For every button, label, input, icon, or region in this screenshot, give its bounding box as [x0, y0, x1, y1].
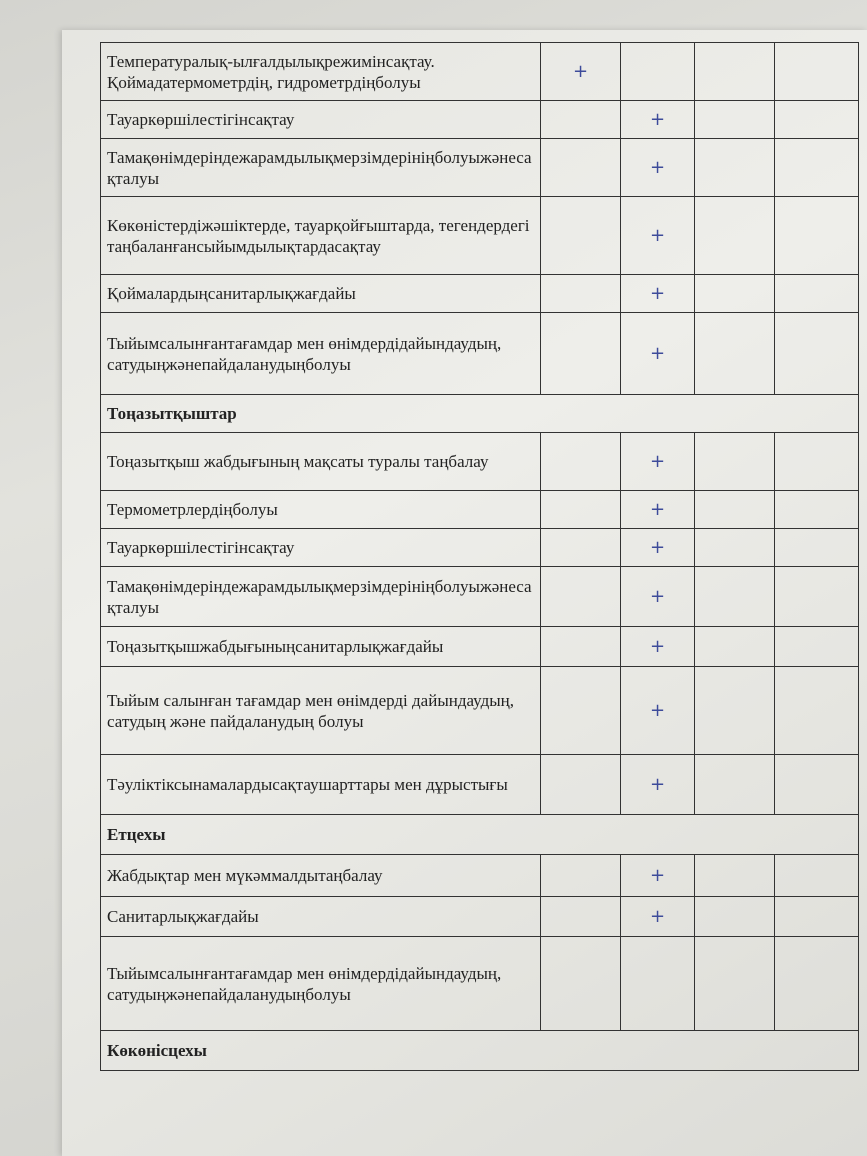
criterion-text: Тыйымсалынғантағамдар мен өнімдердідайындаудың, сатудыңжәнепайдаланудыңболуы — [101, 937, 541, 1031]
empty-cell — [775, 667, 859, 755]
mark-col-2: + — [621, 567, 695, 627]
empty-cell — [775, 275, 859, 313]
table-row — [101, 313, 859, 395]
criterion-text: Қоймалардыңсанитарлықжағдайы — [101, 275, 541, 313]
empty-cell — [775, 897, 859, 937]
criterion-text: Тыйым салынған тағамдар мен өнімдерді дайындаудың, сатудың және пайдаланудың болуы — [101, 667, 541, 755]
empty-cell — [695, 101, 775, 139]
empty-cell — [695, 275, 775, 313]
empty-cell — [695, 433, 775, 491]
mark-col-1: + — [541, 43, 621, 101]
mark-col-1 — [541, 529, 621, 567]
empty-cell — [695, 529, 775, 567]
empty-cell — [775, 627, 859, 667]
mark-col-2: + — [621, 275, 695, 313]
empty-cell — [775, 491, 859, 529]
empty-cell — [695, 937, 775, 1031]
table-row — [101, 491, 859, 529]
empty-cell — [775, 433, 859, 491]
mark-col-2 — [621, 937, 695, 1031]
table-row — [101, 101, 859, 139]
empty-cell — [695, 491, 775, 529]
mark-col-1 — [541, 433, 621, 491]
criterion-text: Көкөністердіжәшіктерде, тауарқойғыштарда, тегендердегітаңбаланғансыйымдылықтардасақтау — [101, 197, 541, 275]
empty-cell — [695, 855, 775, 897]
section-header-row — [101, 815, 859, 855]
mark-col-1 — [541, 855, 621, 897]
mark-col-1 — [541, 275, 621, 313]
mark-col-2: + — [621, 433, 695, 491]
empty-cell — [695, 197, 775, 275]
mark-col-2: + — [621, 667, 695, 755]
inspection-checklist-table — [100, 42, 859, 1071]
mark-col-2 — [621, 43, 695, 101]
mark-col-2: + — [621, 529, 695, 567]
mark-col-1 — [541, 491, 621, 529]
criterion-text: Тәуліктіксынамалардысақтаушарттары мен дұрыстығы — [101, 755, 541, 815]
mark-col-2: + — [621, 897, 695, 937]
section-header-row — [101, 1031, 859, 1071]
criterion-text: Тоңазытқышжабдығыныңсанитарлықжағдайы — [101, 627, 541, 667]
section-title: Етцехы — [101, 815, 859, 855]
mark-col-1 — [541, 937, 621, 1031]
mark-col-1 — [541, 313, 621, 395]
section-header-row — [101, 395, 859, 433]
table-row — [101, 43, 859, 101]
table-row — [101, 667, 859, 755]
mark-col-1 — [541, 667, 621, 755]
criterion-text: Санитарлықжағдайы — [101, 897, 541, 937]
mark-col-2: + — [621, 139, 695, 197]
criterion-text: Тоңазытқыш жабдығының мақсаты туралы таңбалау — [101, 433, 541, 491]
empty-cell — [775, 937, 859, 1031]
mark-col-2: + — [621, 755, 695, 815]
empty-cell — [695, 667, 775, 755]
criterion-text: Жабдықтар мен мүкәммалдытаңбалау — [101, 855, 541, 897]
table-row — [101, 433, 859, 491]
criterion-text: Тыйымсалынғантағамдар мен өнімдердідайындаудың, сатудыңжәнепайдаланудыңболуы — [101, 313, 541, 395]
table-row — [101, 275, 859, 313]
mark-col-1 — [541, 897, 621, 937]
mark-col-1 — [541, 139, 621, 197]
section-title: Тоңазытқыштар — [101, 395, 859, 433]
table-row — [101, 897, 859, 937]
empty-cell — [695, 627, 775, 667]
mark-col-1 — [541, 197, 621, 275]
empty-cell — [775, 43, 859, 101]
table-row — [101, 937, 859, 1031]
criterion-text: Тамақөнімдеріндежарамдылықмерзімдерініңболуыжәнесақталуы — [101, 139, 541, 197]
empty-cell — [695, 313, 775, 395]
empty-cell — [775, 855, 859, 897]
mark-col-2: + — [621, 855, 695, 897]
empty-cell — [775, 529, 859, 567]
mark-col-1 — [541, 627, 621, 667]
table-row — [101, 567, 859, 627]
table-row — [101, 139, 859, 197]
criterion-text: Температуралық-ылғалдылықрежимінсақтау. Қоймадатермометрдің, гидрометрдіңболуы — [101, 43, 541, 101]
empty-cell — [775, 755, 859, 815]
empty-cell — [775, 567, 859, 627]
mark-col-1 — [541, 567, 621, 627]
mark-col-2: + — [621, 197, 695, 275]
criterion-text: Тамақөнімдеріндежарамдылықмерзімдерініңболуыжәнесақталуы — [101, 567, 541, 627]
mark-col-2: + — [621, 313, 695, 395]
criterion-text: Термометрлердіңболуы — [101, 491, 541, 529]
table-row — [101, 855, 859, 897]
table-row — [101, 197, 859, 275]
mark-col-1 — [541, 101, 621, 139]
table-row — [101, 529, 859, 567]
mark-col-2: + — [621, 491, 695, 529]
criterion-text: Тауаркөршілестігінсақтау — [101, 529, 541, 567]
empty-cell — [775, 313, 859, 395]
mark-col-1 — [541, 755, 621, 815]
table-row — [101, 627, 859, 667]
mark-col-2: + — [621, 627, 695, 667]
empty-cell — [775, 139, 859, 197]
empty-cell — [695, 897, 775, 937]
mark-col-2: + — [621, 101, 695, 139]
section-title: Көкөнісцехы — [101, 1031, 859, 1071]
empty-cell — [775, 101, 859, 139]
criterion-text: Тауаркөршілестігінсақтау — [101, 101, 541, 139]
empty-cell — [695, 43, 775, 101]
table-row — [101, 755, 859, 815]
empty-cell — [695, 567, 775, 627]
empty-cell — [775, 197, 859, 275]
empty-cell — [695, 755, 775, 815]
empty-cell — [695, 139, 775, 197]
